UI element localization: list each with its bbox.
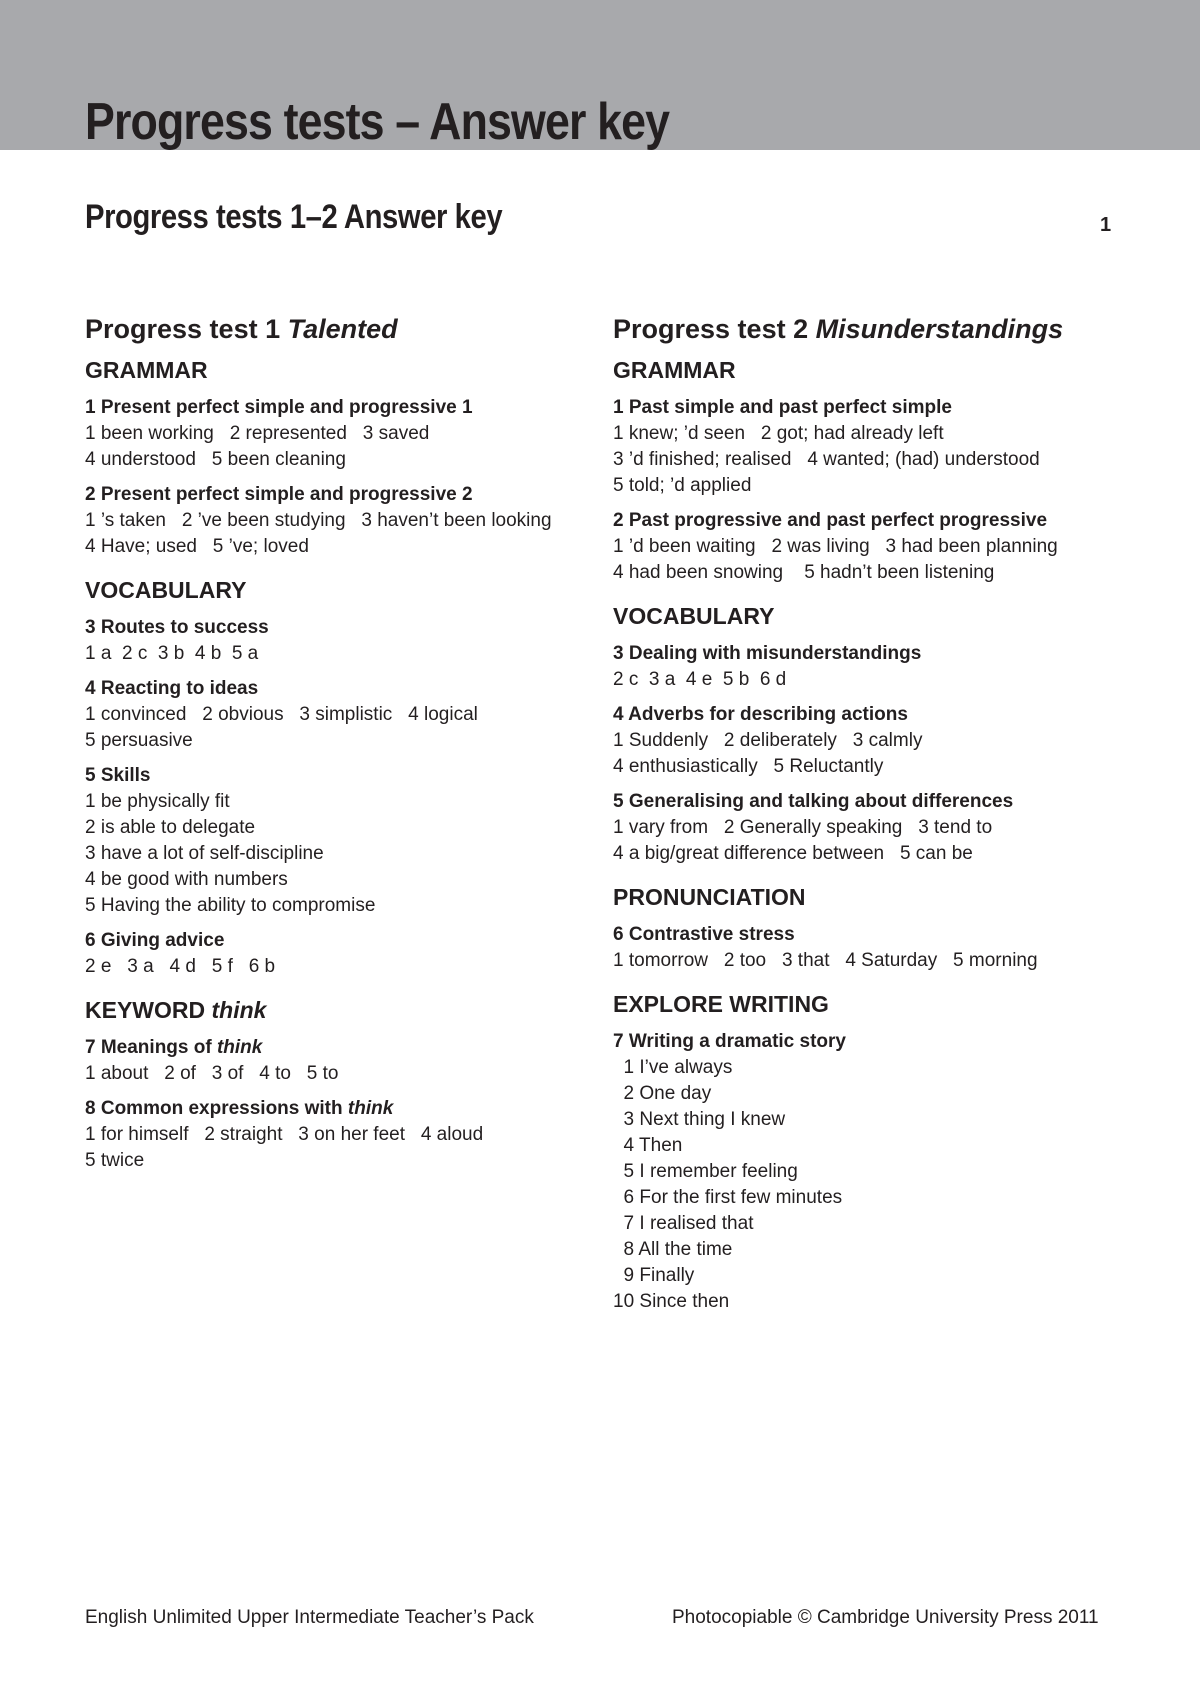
right-column [613, 312, 1133, 1331]
exercise-title [85, 1035, 605, 1061]
answer-line: 1 be physically fit [85, 791, 230, 812]
answer-line: 4 had been snowing 5 hadn’t been listening [613, 562, 995, 583]
exercise [85, 676, 605, 754]
answer-line: 1 knew; ’d seen 2 got; had already left [613, 423, 944, 444]
exercise [85, 928, 605, 980]
exercise-title: 2 Past progressive and past perfect progressive [613, 510, 1048, 531]
page-number: 1 [1100, 214, 1112, 236]
test-1-grammar [85, 356, 605, 560]
answer-line: 3 Next thing I knew [613, 1109, 786, 1130]
answer-line: 4 enthusiastically 5 Reluctantly [613, 756, 884, 777]
test-1-title [85, 312, 605, 346]
test-1-keyword [85, 996, 605, 1174]
answer-line: 1 convinced 2 obvious 3 simplistic 4 logical [85, 704, 478, 725]
answer-line: 1 a 2 c 3 b 4 b 5 a [85, 643, 259, 664]
section-title: Progress tests 1–2 Answer key [85, 198, 503, 236]
exercise [613, 641, 1133, 693]
footer-book-title: English Unlimited Upper Intermediate Teacher’s Pack [85, 1607, 534, 1628]
answer-line: 1 about 2 of 3 of 4 to 5 to [85, 1063, 339, 1084]
test-1-title-plain: Progress test 1 [85, 314, 288, 344]
section-heading: EXPLORE WRITING [613, 991, 829, 1017]
answer-line: 9 Finally [613, 1265, 695, 1286]
section-heading: VOCABULARY [85, 577, 247, 603]
section-heading: PRONUNCIATION [613, 884, 806, 910]
exercise [85, 1035, 605, 1087]
exercise [613, 1029, 1133, 1315]
answer-line: 1 vary from 2 Generally speaking 3 tend to [613, 817, 993, 838]
answer-line: 2 e 3 a 4 d 5 f 6 b [85, 956, 276, 977]
answer-line: 7 I realised that [613, 1213, 754, 1234]
answer-line: 1 ’d been waiting 2 was living 3 had been planning [613, 536, 1058, 557]
answer-line: 2 One day [613, 1083, 712, 1104]
section-heading [85, 996, 605, 1024]
answer-line: 3 ’d finished; realised 4 wanted; (had) understood [613, 449, 1040, 470]
answer-line: 1 for himself 2 straight 3 on her feet 4 aloud [85, 1124, 484, 1145]
section-heading: VOCABULARY [613, 603, 775, 629]
answer-line: 1 been working 2 represented 3 saved [85, 423, 430, 444]
exercise [613, 508, 1133, 586]
exercise-title: 6 Contrastive stress [613, 924, 795, 945]
answer-line: 3 have a lot of self-discipline [85, 843, 324, 864]
exercise [85, 395, 605, 473]
exercise [85, 482, 605, 560]
answer-line: 1 Suddenly 2 deliberately 3 calmly [613, 730, 923, 751]
test-1-title-italic: Talented [287, 314, 398, 344]
answer-line: 2 c 3 a 4 e 5 b 6 d [613, 669, 787, 690]
answer-line: 4 Then [613, 1135, 683, 1156]
answer-line: 10 Since then [613, 1291, 730, 1312]
exercise [613, 922, 1133, 974]
answer-line: 4 be good with numbers [85, 869, 288, 890]
answer-line: 4 Have; used 5 ’ve; loved [85, 536, 309, 557]
answer-line: 1 I’ve always [613, 1057, 733, 1078]
test-2-pronunciation [613, 883, 1133, 974]
test-2-grammar [613, 356, 1133, 586]
exercise-title: 3 Dealing with misunderstandings [613, 643, 922, 664]
answer-line: 2 is able to delegate [85, 817, 256, 838]
exercise [85, 615, 605, 667]
exercise [85, 1096, 605, 1174]
exercise-title: 1 Present perfect simple and progressive 1 [85, 397, 473, 418]
exercise [613, 789, 1133, 867]
answer-line: 8 All the time [613, 1239, 733, 1260]
test-2-title-italic: Misunderstandings [815, 314, 1064, 344]
section-heading: GRAMMAR [613, 357, 736, 383]
exercise-title-italic: think [216, 1037, 263, 1058]
test-2-title [613, 312, 1133, 346]
answer-line: 5 I remember feeling [613, 1161, 798, 1182]
exercise-title-plain: 7 Meanings of [85, 1037, 217, 1058]
answer-line: 1 tomorrow 2 too 3 that 4 Saturday 5 morning [613, 950, 1038, 971]
left-column [85, 312, 605, 1190]
answer-line: 5 told; ’d applied [613, 475, 752, 496]
answer-line: 5 persuasive [85, 730, 193, 751]
exercise-title: 4 Adverbs for describing actions [613, 704, 908, 725]
test-2-title-plain: Progress test 2 [613, 314, 816, 344]
footer-copyright: Photocopiable © Cambridge University Press 2011 [672, 1607, 1099, 1628]
exercise [613, 702, 1133, 780]
exercise-title-plain: 8 Common expressions with [85, 1098, 348, 1119]
exercise [613, 395, 1133, 499]
test-1-vocabulary [85, 576, 605, 980]
test-2-vocabulary [613, 602, 1133, 867]
answer-line: 4 understood 5 been cleaning [85, 449, 346, 470]
exercise-title: 3 Routes to success [85, 617, 269, 638]
test-2-explore-writing [613, 990, 1133, 1315]
exercise-title: 1 Past simple and past perfect simple [613, 397, 952, 418]
exercise-title: 2 Present perfect simple and progressive 2 [85, 484, 473, 505]
exercise [85, 763, 605, 919]
exercise-title: 5 Skills [85, 765, 151, 786]
page-title: Progress tests – Answer key [85, 93, 670, 151]
keyword-heading-italic: think [211, 997, 267, 1023]
exercise-title-italic: think [347, 1098, 394, 1119]
exercise-title: 4 Reacting to ideas [85, 678, 259, 699]
exercise-title: 7 Writing a dramatic story [613, 1031, 846, 1052]
exercise-title: 5 Generalising and talking about differences [613, 791, 1014, 812]
section-heading: GRAMMAR [85, 357, 208, 383]
keyword-heading-plain: KEYWORD [85, 997, 212, 1023]
answer-line: 4 a big/great difference between 5 can be [613, 843, 973, 864]
answer-line: 6 For the first few minutes [613, 1187, 843, 1208]
answer-line: 1 ’s taken 2 ’ve been studying 3 haven’t been looking [85, 510, 552, 531]
answer-line: 5 twice [85, 1150, 145, 1171]
exercise-title [85, 1096, 605, 1122]
exercise-title: 6 Giving advice [85, 930, 225, 951]
answer-line: 5 Having the ability to compromise [85, 895, 376, 916]
